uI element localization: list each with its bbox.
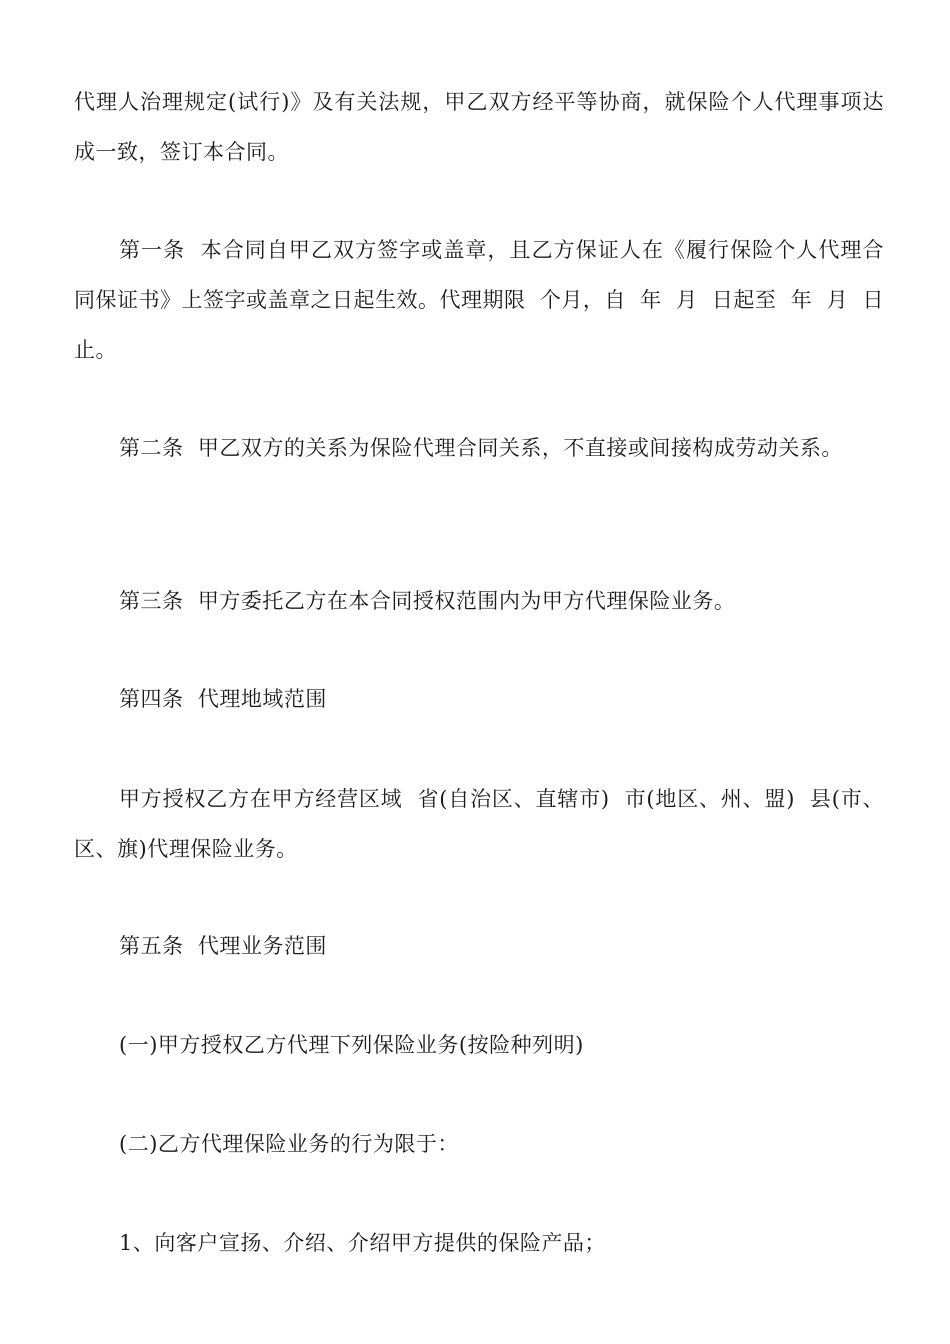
- article-4-heading: 第四条 代理地域范围: [119, 687, 327, 711]
- article-1: 第一条 本合同自甲乙双方签字或盖章，且乙方保证人在《履行保险个人代理合同保证书》上签字或盖章之日起生效。代理期限 个月，自 年 月 日起至 年 月 日止。: [74, 238, 884, 362]
- article-3: 第三条 甲方委托乙方在本合同授权范围内为甲方代理保险业务。: [119, 589, 736, 613]
- article-5-subitem-1: 1、向客户宣扬、介绍、介绍甲方提供的保险产品；: [119, 1231, 606, 1255]
- article-5-heading: 第五条 代理业务范围: [119, 934, 327, 958]
- article-5-item-1: (一)甲方授权乙方代理下列保险业务(按险种列明): [119, 1033, 584, 1057]
- article-4-body: 甲方授权乙方在甲方经营区域 省(自治区、直辖市) 市(地区、州、盟) 县(市、区、旗)代理保险业务。: [74, 787, 884, 861]
- article-5-item-2: (二)乙方代理保险业务的行为限于：: [119, 1132, 459, 1156]
- article-2: 第二条 甲乙双方的关系为保险代理合同关系，不直接或间接构成劳动关系。: [119, 436, 843, 460]
- preamble-continuation: 代理人治理规定(试行)》及有关法规，甲乙双方经平等协商，就保险个人代理事项达成一致，签订本合同。: [74, 90, 884, 164]
